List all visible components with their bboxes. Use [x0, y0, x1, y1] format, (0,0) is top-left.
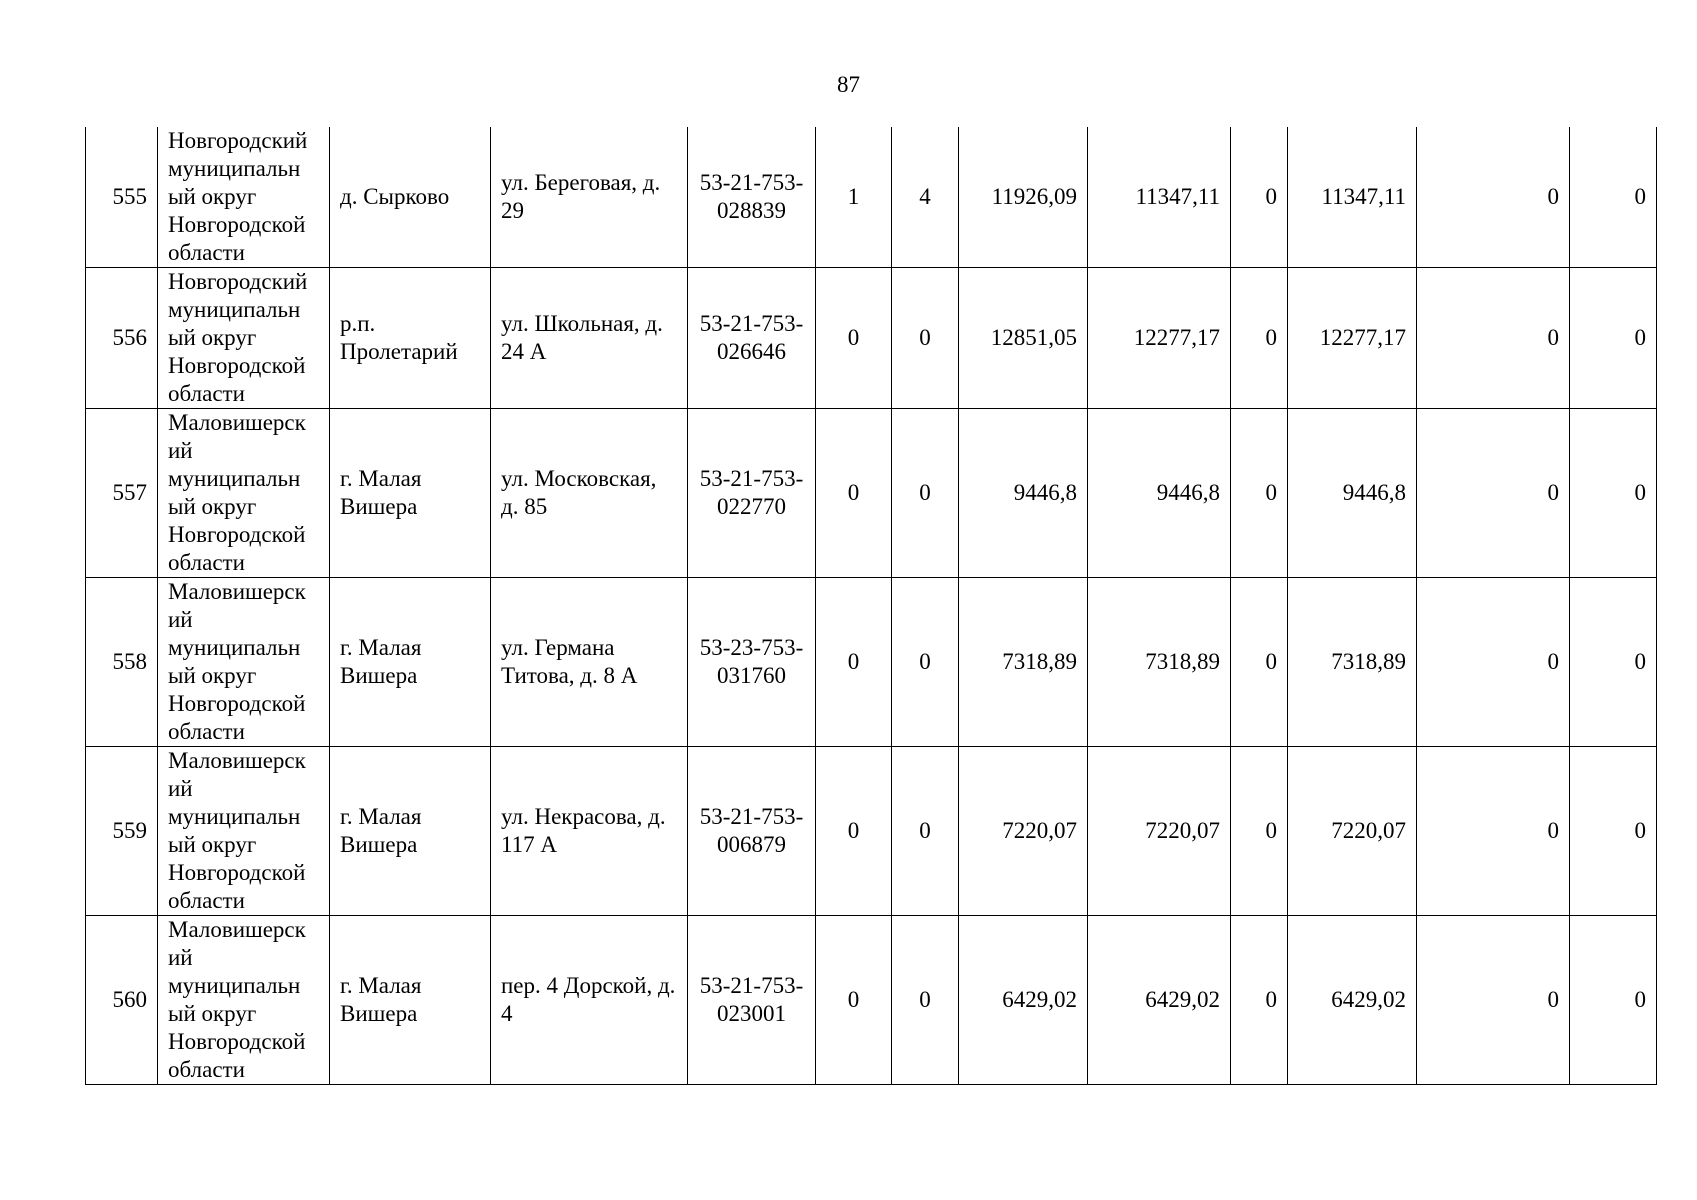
housing-registry-table	[85, 127, 1657, 1085]
municipality-cell	[158, 578, 330, 747]
value-cell-5: 0	[1417, 409, 1570, 578]
row-number: 560	[86, 916, 158, 1085]
table-body	[86, 127, 1657, 1085]
municipality-line: Маловишерск	[168, 748, 306, 773]
value-cell-6: 0	[1570, 578, 1657, 747]
value-cell-3: 0	[1231, 409, 1288, 578]
municipality-line: ый округ	[168, 832, 257, 857]
value-cell-6: 0	[1570, 409, 1657, 578]
count-cell-1: 0	[816, 578, 892, 747]
municipality-line: области	[168, 719, 245, 744]
value-cell-4: 7220,07	[1288, 747, 1417, 916]
count-cell-2: 0	[892, 409, 959, 578]
address-cell: ул. Школьная, д. 24 А	[491, 268, 688, 409]
count-cell-1: 0	[816, 747, 892, 916]
locality-cell: г. Малая Вишера	[330, 578, 491, 747]
value-cell-1: 9446,8	[959, 409, 1088, 578]
municipality-cell	[158, 747, 330, 916]
municipality-line: Маловишерск	[168, 579, 306, 604]
row-number: 556	[86, 268, 158, 409]
value-cell-1: 7318,89	[959, 578, 1088, 747]
count-cell-2: 4	[892, 127, 959, 268]
municipality-line: Новгородский	[168, 128, 308, 153]
address-cell: ул. Береговая, д. 29	[491, 127, 688, 268]
value-cell-3: 0	[1231, 127, 1288, 268]
value-cell-5: 0	[1417, 747, 1570, 916]
municipality-line: Маловишерск	[168, 410, 306, 435]
value-cell-6: 0	[1570, 127, 1657, 268]
value-cell-4: 12277,17	[1288, 268, 1417, 409]
value-cell-4: 11347,11	[1288, 127, 1417, 268]
value-cell-3: 0	[1231, 747, 1288, 916]
municipality-line: Новгородской	[168, 353, 306, 378]
value-cell-5: 0	[1417, 578, 1570, 747]
address-cell: ул. Германа Титова, д. 8 А	[491, 578, 688, 747]
table-row	[86, 127, 1657, 268]
count-cell-1: 0	[816, 409, 892, 578]
value-cell-3: 0	[1231, 268, 1288, 409]
building-code-cell: 53-21-753-006879	[688, 747, 816, 916]
municipality-line: ый округ	[168, 325, 257, 350]
row-number: 559	[86, 747, 158, 916]
building-code-cell: 53-21-753-022770	[688, 409, 816, 578]
municipality-cell	[158, 916, 330, 1085]
row-number: 558	[86, 578, 158, 747]
municipality-line: Маловишерск	[168, 917, 306, 942]
count-cell-2: 0	[892, 268, 959, 409]
value-cell-2: 11347,11	[1088, 127, 1231, 268]
row-number: 555	[86, 127, 158, 268]
municipality-line: ий	[168, 945, 193, 970]
municipality-line: ый округ	[168, 494, 257, 519]
municipality-cell	[158, 127, 330, 268]
value-cell-4: 9446,8	[1288, 409, 1417, 578]
value-cell-2: 7318,89	[1088, 578, 1231, 747]
value-cell-6: 0	[1570, 747, 1657, 916]
value-cell-1: 12851,05	[959, 268, 1088, 409]
municipality-line: Новгородской	[168, 691, 306, 716]
count-cell-2: 0	[892, 916, 959, 1085]
locality-cell: д. Сырково	[330, 127, 491, 268]
address-cell: ул. Некрасова, д. 117 А	[491, 747, 688, 916]
value-cell-1: 6429,02	[959, 916, 1088, 1085]
municipality-line: ый округ	[168, 663, 257, 688]
value-cell-2: 6429,02	[1088, 916, 1231, 1085]
municipality-line: ый округ	[168, 1001, 257, 1026]
municipality-line: ий	[168, 776, 193, 801]
locality-cell: г. Малая Вишера	[330, 409, 491, 578]
value-cell-5: 0	[1417, 127, 1570, 268]
count-cell-2: 0	[892, 747, 959, 916]
table-row	[86, 268, 1657, 409]
value-cell-3: 0	[1231, 916, 1288, 1085]
value-cell-4: 6429,02	[1288, 916, 1417, 1085]
value-cell-2: 12277,17	[1088, 268, 1231, 409]
municipality-line: Новгородской	[168, 212, 306, 237]
municipality-line: муниципальн	[168, 466, 301, 491]
address-cell: ул. Московская, д. 85	[491, 409, 688, 578]
value-cell-1: 11926,09	[959, 127, 1088, 268]
municipality-line: ий	[168, 607, 193, 632]
value-cell-5: 0	[1417, 268, 1570, 409]
municipality-line: области	[168, 240, 245, 265]
value-cell-5: 0	[1417, 916, 1570, 1085]
page-number: 87	[837, 72, 860, 97]
municipality-line: муниципальн	[168, 635, 301, 660]
value-cell-1: 7220,07	[959, 747, 1088, 916]
address-cell: пер. 4 Дорской, д. 4	[491, 916, 688, 1085]
value-cell-2: 9446,8	[1088, 409, 1231, 578]
value-cell-2: 7220,07	[1088, 747, 1231, 916]
building-code-cell: 53-21-753-028839	[688, 127, 816, 268]
building-code-cell: 53-23-753-031760	[688, 578, 816, 747]
value-cell-4: 7318,89	[1288, 578, 1417, 747]
row-number: 557	[86, 409, 158, 578]
municipality-line: области	[168, 888, 245, 913]
municipality-line: муниципальн	[168, 156, 301, 181]
municipality-line: Новгородской	[168, 522, 306, 547]
municipality-line: муниципальн	[168, 804, 301, 829]
locality-cell: г. Малая Вишера	[330, 747, 491, 916]
municipality-line: ый округ	[168, 184, 257, 209]
count-cell-1: 1	[816, 127, 892, 268]
municipality-line: Новгородской	[168, 1029, 306, 1054]
value-cell-6: 0	[1570, 916, 1657, 1085]
value-cell-3: 0	[1231, 578, 1288, 747]
locality-cell: р.п. Пролетарий	[330, 268, 491, 409]
table-row	[86, 916, 1657, 1085]
municipality-line: области	[168, 550, 245, 575]
municipality-line: ий	[168, 438, 193, 463]
count-cell-1: 0	[816, 268, 892, 409]
building-code-cell: 53-21-753-026646	[688, 268, 816, 409]
municipality-line: муниципальн	[168, 973, 301, 998]
table-row	[86, 578, 1657, 747]
value-cell-6: 0	[1570, 268, 1657, 409]
municipality-line: муниципальн	[168, 297, 301, 322]
municipality-line: Новгородский	[168, 269, 308, 294]
municipality-cell	[158, 409, 330, 578]
municipality-line: области	[168, 381, 245, 406]
municipality-line: Новгородской	[168, 860, 306, 885]
count-cell-1: 0	[816, 916, 892, 1085]
building-code-cell: 53-21-753-023001	[688, 916, 816, 1085]
count-cell-2: 0	[892, 578, 959, 747]
table-row	[86, 409, 1657, 578]
table-row	[86, 747, 1657, 916]
municipality-cell	[158, 268, 330, 409]
municipality-line: области	[168, 1057, 245, 1082]
locality-cell: г. Малая Вишера	[330, 916, 491, 1085]
